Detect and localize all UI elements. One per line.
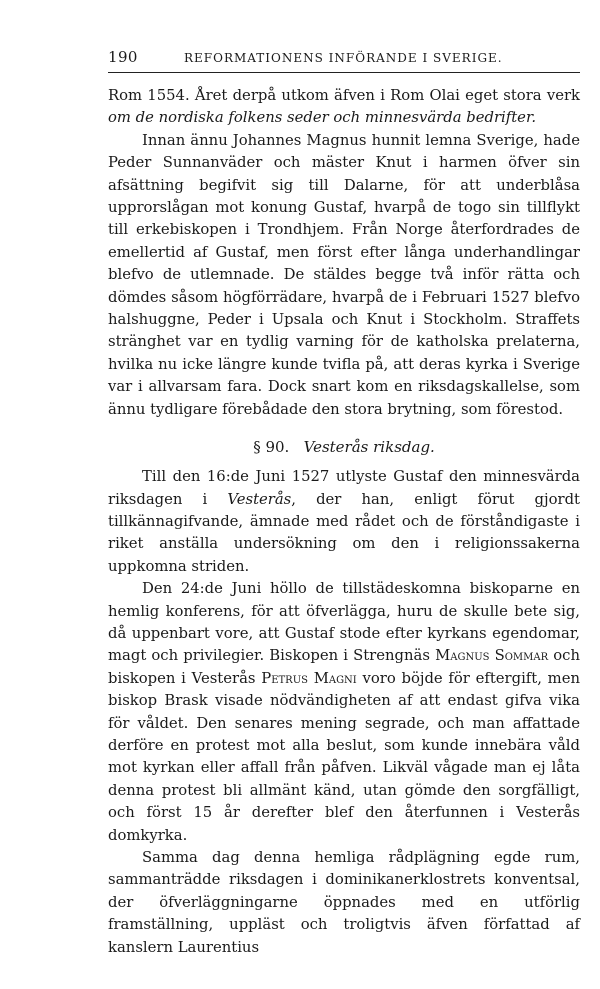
- paragraph-3-text-b: , der han, enligt förut gjordt tillkännagifvande, ämnade med rådet och de förståndigaste i riket anställa undersökning om den i religionssakerna uppkomna striden.: [108, 490, 580, 575]
- page-number: 190: [108, 48, 138, 66]
- running-header: [108, 48, 580, 73]
- paragraph-4-name-2: Petrus Magni: [261, 669, 357, 687]
- paragraph-2: Innan ännu Johannes Magnus hunnit lemna Sverige, hade Peder Sunnanväder och mäster Knut i harmen öfver sin afsättning begifvit sig till Dalarne, för att underblåsa upprorslågan mot konung Gustaf, hvarpå de togo sin tillflykt till erkebiskopen i Trondhjem. Från Norge återfordrades de emellertid af Gustaf, men först efter långa underhandlingar blefvo de utlemnade. De stäldes begge två inför rätta och dömdes såsom högförrädare, hvarpå de i Februari 1527 blefvo halshuggne, Peder i Upsala och Knut i Stockholm. Straffets stränghet var en tydlig varning för de katholska prelaterna, hvilka nu icke längre kunde tvifla på, att deras kyrka i Sverige var i allvarsam fara. Dock snart kom en riksdagskallelse, som ännu tydligare förebådade den stora brytning, som förestod.: [108, 131, 580, 418]
- paragraph-1-italic-title: om de nordiska folkens seder och minnesvärda bedrifter.: [108, 109, 537, 127]
- paragraph-4-text-a: Den 24:de Juni höllo de tillstädeskomna biskoparne en hemlig konferens, för att öfverlägga, huru de skulle bete sig, då uppenbart vore, att Gustaf stode efter kyrkans egendomar, magt och privilegier. Biskopen i Strengnäs: [108, 580, 580, 665]
- section-heading: [108, 436, 580, 458]
- section-title: Vesterås riksdag.: [303, 438, 435, 457]
- paragraph-4-text-b: och biskopen i Vesterås: [108, 647, 580, 687]
- paragraph-3: [108, 466, 580, 578]
- book-page: [108, 48, 580, 959]
- paragraph-1-text: Rom 1554. Året derpå utkom äfven i Rom Olai eget stora verk: [108, 87, 580, 104]
- page-body: [108, 85, 580, 959]
- paragraph-3-place: Vesterås: [227, 490, 292, 508]
- paragraph-1: [108, 85, 580, 130]
- section-number: § 90.: [253, 438, 290, 457]
- paragraph-3-text-a: Till den 16:de Juni 1527 utlyste Gustaf den minnesvärda riksdagen i: [108, 468, 580, 508]
- paragraph-5: Samma dag denna hemliga rådplägning egde rum, sammanträdde riksdagen i dominikanerklostrets konventsal, der öfverläggningarne öppnades med en utförlig framställning, uppläst och troligtvis äfven författad af kanslern Laurentius: [108, 849, 580, 956]
- paragraph-4: [108, 578, 580, 847]
- running-title: REFORMATIONENS INFÖRANDE I SVERIGE.: [184, 51, 503, 65]
- paragraph-4-name-1: Magnus Sommar: [435, 647, 549, 665]
- paragraph-4-text-c: voro böjde för eftergift, men biskop Brask visade nödvändigheten af att endast gifva vika för våldet. Den senares mening segrade, och man affattade derföre en protest mot alla beslut, som kunde innebära våld mot kyrkan eller affall från påfven. Likväl vågade man ej låta denna protest bli allmänt känd, utan gömde den sorgfälligt, och först 15 år derefter blef den återfunnen i Vesterås domkyrka.: [108, 669, 580, 844]
